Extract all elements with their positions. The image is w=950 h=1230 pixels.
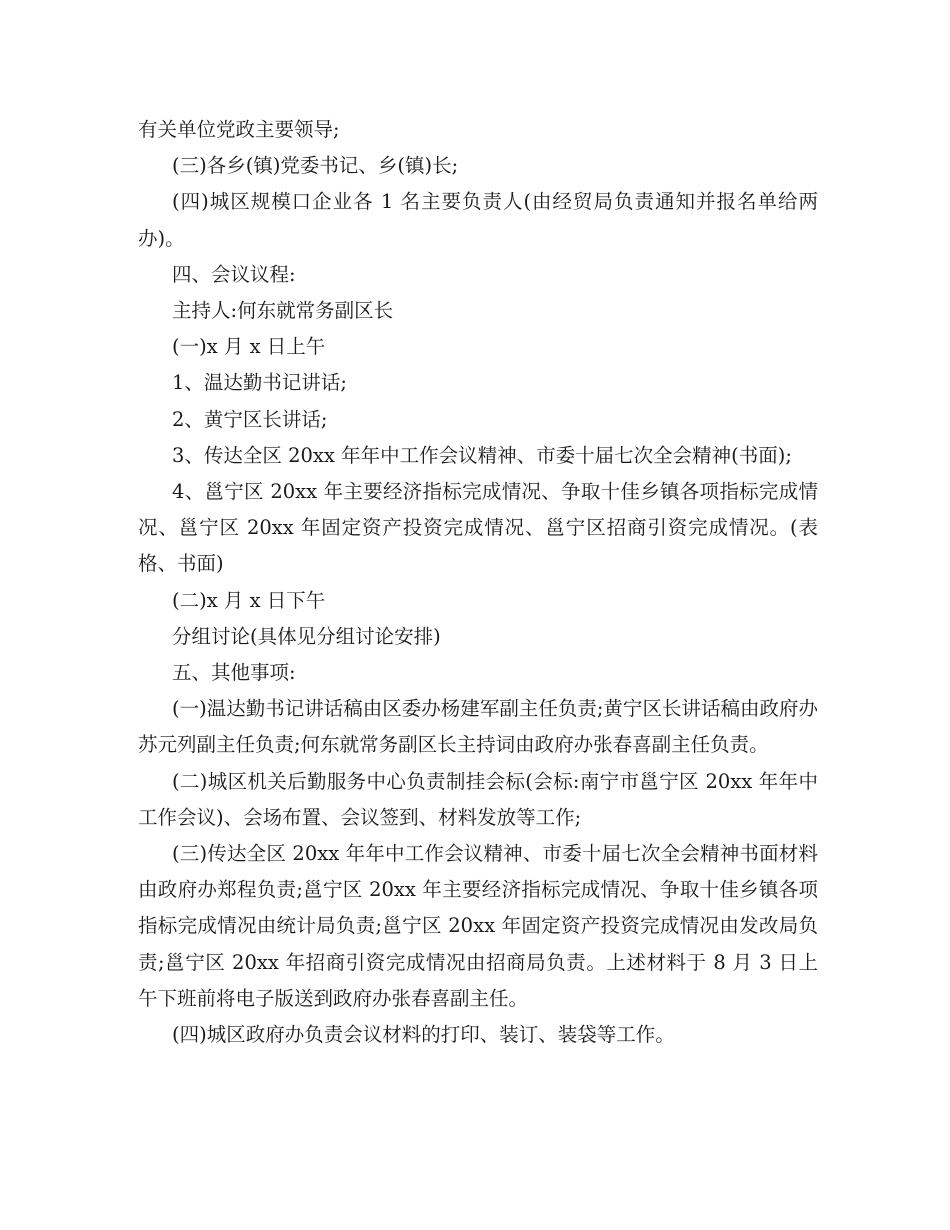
paragraph-attendees-leaders: 有关单位党政主要领导; — [138, 118, 340, 141]
other-matter-3: (三)传达全区 20xx 年年中工作会议精神、市委十届七次全会精神书面材料由政府办郑程负责;邕宁区 20xx 年主要经济指标完成情况、争取十佳乡镇各项指标完成情况由统计局负责;邕宁区 20xx 年固定资产投资完成情况由发改局负责;邕宁区 20xx 年招商引资完成情况由招商局负责。上述材料于 8 月 3 日上午下班前将电子版送到政府办张春喜副主任。 — [138, 842, 818, 1010]
other-matter-4: (四)城区政府办负责会议材料的打印、装订、装袋等工作。 — [172, 1023, 675, 1047]
paragraph-attendees-enterprises: (四)城区规模口企业各 1 名主要负责人(由经贸局负责通知并报名单给两办)。 — [138, 190, 818, 250]
document-page — [138, 112, 818, 1053]
agenda-item-4: 4、邕宁区 20xx 年主要经济指标完成情况、争取十佳乡镇各项指标完成情况、邕宁区 20xx 年固定资产投资完成情况、邕宁区招商引资完成情况。(表格、书面) — [138, 480, 818, 576]
agenda-afternoon-heading: (二)x 月 x 日下午 — [172, 588, 326, 612]
paragraph-attendees-township: (三)各乡(镇)党委书记、乡(镇)长; — [172, 154, 459, 178]
agenda-item-1: 1、温达勤书记讲话; — [172, 371, 347, 395]
agenda-group-discussion: 分组讨论(具体见分组讨论安排) — [172, 624, 441, 648]
section-heading-other-matters: 五、其他事项: — [172, 661, 296, 685]
other-matter-2: (二)城区机关后勤服务中心负责制挂会标(会标:南宁市邕宁区 20xx 年年中工作会议)、会场布置、会议签到、材料发放等工作; — [138, 769, 818, 829]
other-matter-1: (一)温达勤书记讲话稿由区委办杨建军副主任负责;黄宁区长讲话稿由政府办苏元列副主任负责;何东就常务副区长主持词由政府办张春喜副主任负责。 — [138, 697, 818, 757]
agenda-item-2: 2、黄宁区长讲话; — [172, 407, 328, 431]
paragraph-host: 主持人:何东就常务副区长 — [172, 299, 394, 323]
section-heading-agenda: 四、会议议程: — [172, 262, 296, 286]
agenda-morning-heading: (一)x 月 x 日上午 — [172, 335, 326, 359]
agenda-item-3: 3、传达全区 20xx 年年中工作会议精神、市委十届七次全会精神(书面); — [172, 443, 792, 467]
